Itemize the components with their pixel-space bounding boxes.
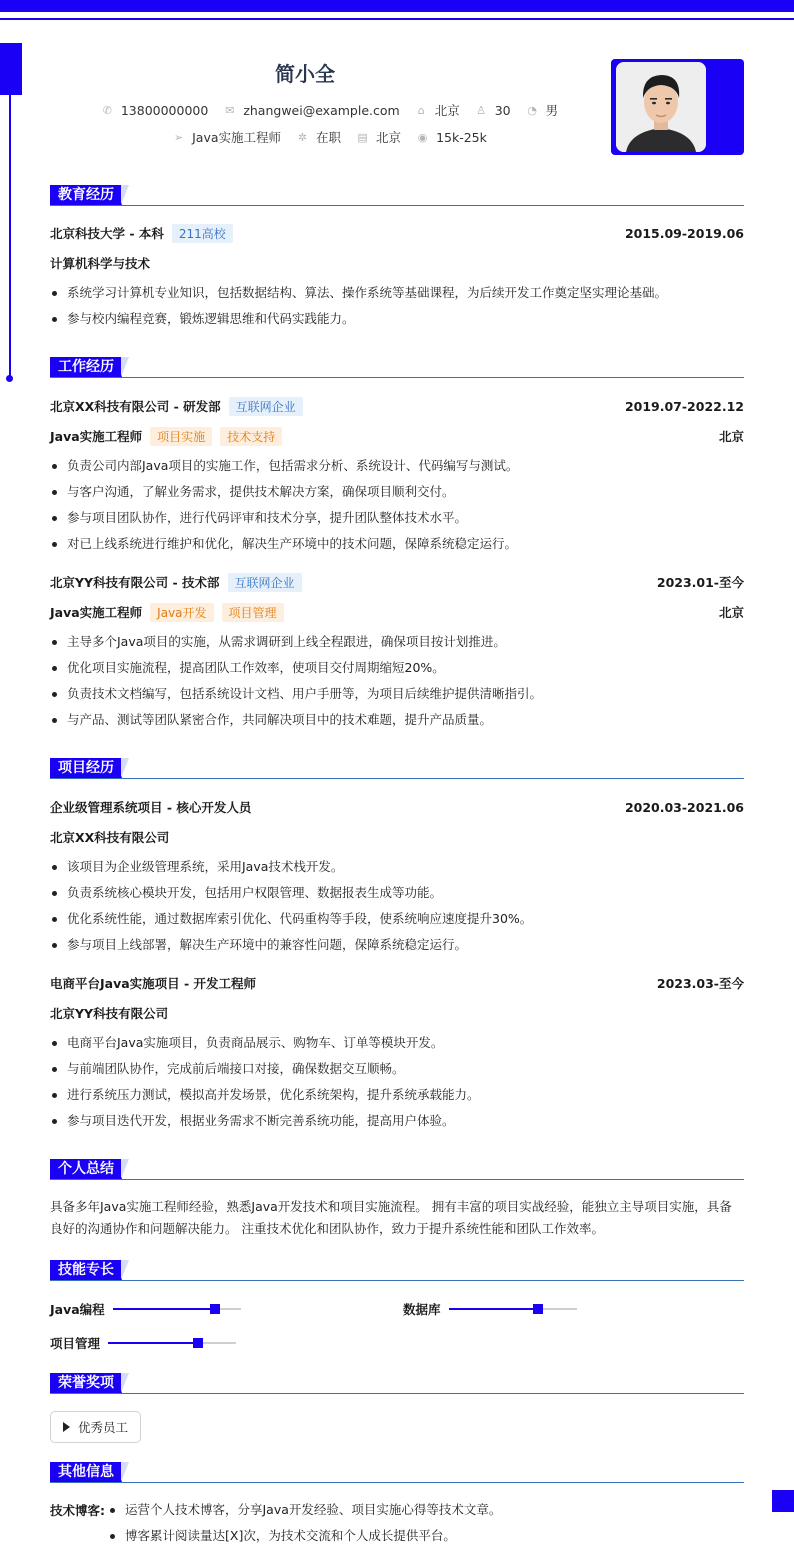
skill-level-fill xyxy=(108,1342,198,1344)
intention-salary: ◉ 15k-25k xyxy=(417,129,487,145)
other-info-label: 技术博客: xyxy=(50,1503,105,1518)
list-item: 优化项目实施流程，提高团队工作效率，使项目交付周期缩短20%。 xyxy=(50,655,744,681)
role-tag: Java开发 xyxy=(150,603,213,622)
section-education xyxy=(50,183,744,207)
location-icon: ⌂ xyxy=(417,103,425,117)
avatar xyxy=(616,62,706,152)
email-icon: ✉ xyxy=(225,103,235,117)
work-date: 2019.07-2022.12 xyxy=(624,398,744,414)
section-title: 工作经历 xyxy=(50,357,122,377)
list-item: 进行系统压力测试，模拟高并发场景，优化系统架构，提升系统承载能力。 xyxy=(50,1082,744,1108)
skill-name: 项目管理 xyxy=(50,1336,101,1351)
education-major-row xyxy=(50,252,744,274)
summary-text: 具备多年Java实施工程师经验，熟悉Java开发技术和项目实施流程。 拥有丰富的项目实战经验，能独立主导项目实施，具备良好的沟通协作和问题解决能力。 注重技术优化和团队协作，致力于提升系统性能和团队工作效率。 xyxy=(50,1199,732,1236)
contact-gender: ◔ 男 xyxy=(527,103,559,118)
major: 计算机科学与技术 xyxy=(50,256,151,271)
section-summary xyxy=(50,1157,744,1181)
contact-phone: ✆ 13800000000 xyxy=(102,102,209,118)
skill-item xyxy=(403,1300,577,1318)
job-role: Java实施工程师 xyxy=(50,605,143,620)
age-icon: ♙ xyxy=(476,103,487,117)
list-item: 与前端团队协作，完成前后端接口对接，确保数据交互顺畅。 xyxy=(50,1056,744,1082)
list-item: 参与项目迭代开发，根据业务需求不断完善系统功能，提高用户体验。 xyxy=(50,1108,744,1134)
project-header xyxy=(50,796,744,818)
status-icon: ✲ xyxy=(297,130,308,144)
corner-accent-block xyxy=(772,1490,794,1512)
company-tag: 互联网企业 xyxy=(228,573,302,592)
section-honors xyxy=(50,1371,744,1395)
role-tag: 技术支持 xyxy=(220,427,282,446)
list-item: 参与校内编程竞赛，锻炼逻辑思维和代码实践能力。 xyxy=(50,306,744,332)
play-icon xyxy=(63,1422,70,1432)
project-bullets xyxy=(50,854,744,958)
project-company-row xyxy=(50,1002,744,1024)
list-item: 负责公司内部Java项目的实施工作，包括需求分析、系统设计、代码编写与测试。 xyxy=(50,453,744,479)
top-accent-line xyxy=(0,18,794,20)
gender-icon: ◔ xyxy=(527,103,537,117)
skill-name: Java编程 xyxy=(50,1302,105,1317)
left-accent-dot xyxy=(6,375,13,382)
list-item: 优化系统性能，通过数据库索引优化、代码重构等手段，使系统响应速度提升30%。 xyxy=(50,906,744,932)
resume-name: 简小全 xyxy=(275,62,335,86)
section-title: 荣誉奖项 xyxy=(50,1373,122,1393)
skill-level-bar xyxy=(449,1308,577,1310)
list-item: 该项目为企业级管理系统，采用Java技术栈开发。 xyxy=(50,854,744,880)
section-title: 技能专长 xyxy=(50,1260,122,1280)
list-item: 参与项目团队协作，进行代码评审和技术分享，提升团队整体技术水平。 xyxy=(50,505,744,531)
contact-email: ✉ zhangwei@example.com xyxy=(225,102,400,118)
intention-position: ➢ Java实施工程师 xyxy=(174,130,282,145)
section-title: 教育经历 xyxy=(50,185,122,205)
work-header xyxy=(50,395,744,417)
intention-status: ✲ 在职 xyxy=(297,130,342,145)
project-header xyxy=(50,972,744,994)
company-tag: 互联网企业 xyxy=(229,397,303,416)
project-date: 2020.03-2021.06 xyxy=(624,799,744,815)
project-title: 企业级管理系统项目 - 核心开发人员 xyxy=(50,800,252,815)
list-item: 负责系统核心模块开发，包括用户权限管理、数据报表生成等功能。 xyxy=(50,880,744,906)
project-company-row xyxy=(50,826,744,848)
phone-icon: ✆ xyxy=(102,103,112,117)
project-company: 北京YY科技有限公司 xyxy=(50,1006,169,1021)
list-item: 系统学习计算机专业知识，包括数据结构、算法、操作系统等基础课程，为后续开发工作奠定坚实理论基础。 xyxy=(50,280,744,306)
left-accent-line xyxy=(9,95,11,377)
role-tag: 项目实施 xyxy=(150,427,212,446)
project-date: 2023.03-至今 xyxy=(656,976,744,991)
list-item: 电商平台Java实施项目，负责商品展示、购物车、订单等模块开发。 xyxy=(50,1030,744,1056)
company-name: 北京YY科技有限公司 - 技术部 xyxy=(50,575,220,590)
list-item: 运营个人技术博客，分享Java开发经验、项目实施心得等技术文章。 xyxy=(108,1497,744,1523)
list-item: 负责技术文档编写，包括系统设计文档、用户手册等，为项目后续维护提供清晰指引。 xyxy=(50,681,744,707)
intention-city: ▤ 北京 xyxy=(357,130,402,145)
project-title: 电商平台Java实施项目 - 开发工程师 xyxy=(50,976,257,991)
list-item: 对已上线系统进行维护和优化，解决生产环境中的技术问题，保障系统稳定运行。 xyxy=(50,531,744,557)
school-tag: 211高校 xyxy=(172,224,233,243)
work-city: 北京 xyxy=(718,429,744,444)
skill-item xyxy=(50,1334,236,1352)
skill-level-knob xyxy=(210,1304,220,1314)
company-name: 北京XX科技有限公司 - 研发部 xyxy=(50,399,221,414)
city-icon: ▤ xyxy=(357,130,368,144)
list-item: 参与项目上线部署，解决生产环境中的兼容性问题，保障系统稳定运行。 xyxy=(50,932,744,958)
contact-info-row xyxy=(50,101,610,119)
skill-level-bar xyxy=(108,1342,236,1344)
salary-icon: ◉ xyxy=(417,130,428,144)
skill-level-knob xyxy=(533,1304,543,1314)
list-item: 与产品、测试等团队紧密合作，共同解决项目中的技术难题，提升产品质量。 xyxy=(50,707,744,733)
education-date: 2015.09-2019.06 xyxy=(624,225,744,241)
work-header xyxy=(50,571,744,593)
left-accent-block xyxy=(0,43,22,95)
job-role: Java实施工程师 xyxy=(50,429,143,444)
top-accent-bar xyxy=(0,0,794,12)
section-title: 个人总结 xyxy=(50,1159,122,1179)
role-tag: 项目管理 xyxy=(222,603,284,622)
skill-level-fill xyxy=(449,1308,539,1310)
skill-level-fill xyxy=(113,1308,215,1310)
education-header xyxy=(50,222,744,244)
work-date: 2023.01-至今 xyxy=(656,575,744,590)
other-info-bullets xyxy=(108,1497,744,1549)
award-label: 优秀员工 xyxy=(78,1420,129,1435)
skill-item xyxy=(50,1300,241,1318)
contact-location: ⌂ 北京 xyxy=(417,103,460,118)
section-projects xyxy=(50,756,744,780)
list-item: 主导多个Java项目的实施，从需求调研到上线全程跟进，确保项目按计划推进。 xyxy=(50,629,744,655)
award-badge[interactable] xyxy=(50,1411,141,1443)
skill-level-bar xyxy=(113,1308,241,1310)
job-intention-row xyxy=(50,128,610,146)
section-skills xyxy=(50,1258,744,1282)
education-bullets xyxy=(50,280,744,332)
list-item: 博客累计阅读量达[X]次，为技术交流和个人成长提供平台。 xyxy=(108,1523,744,1549)
send-icon: ➢ xyxy=(174,130,184,144)
school-name: 北京科技大学 - 本科 xyxy=(50,226,164,241)
section-title: 其他信息 xyxy=(50,1462,122,1482)
avatar-portrait xyxy=(616,62,706,152)
work-role-row xyxy=(50,425,744,447)
work-city: 北京 xyxy=(718,605,744,620)
section-title: 项目经历 xyxy=(50,758,122,778)
list-item: 与客户沟通，了解业务需求，提供技术解决方案，确保项目顺利交付。 xyxy=(50,479,744,505)
work-role-row xyxy=(50,601,744,623)
project-bullets xyxy=(50,1030,744,1134)
skill-level-knob xyxy=(193,1338,203,1348)
work-bullets xyxy=(50,453,744,557)
skill-name: 数据库 xyxy=(403,1302,441,1317)
project-company: 北京XX科技有限公司 xyxy=(50,830,170,845)
work-bullets xyxy=(50,629,744,733)
section-other xyxy=(50,1460,744,1484)
section-work xyxy=(50,355,744,379)
contact-age: ♙ 30 xyxy=(476,102,511,118)
